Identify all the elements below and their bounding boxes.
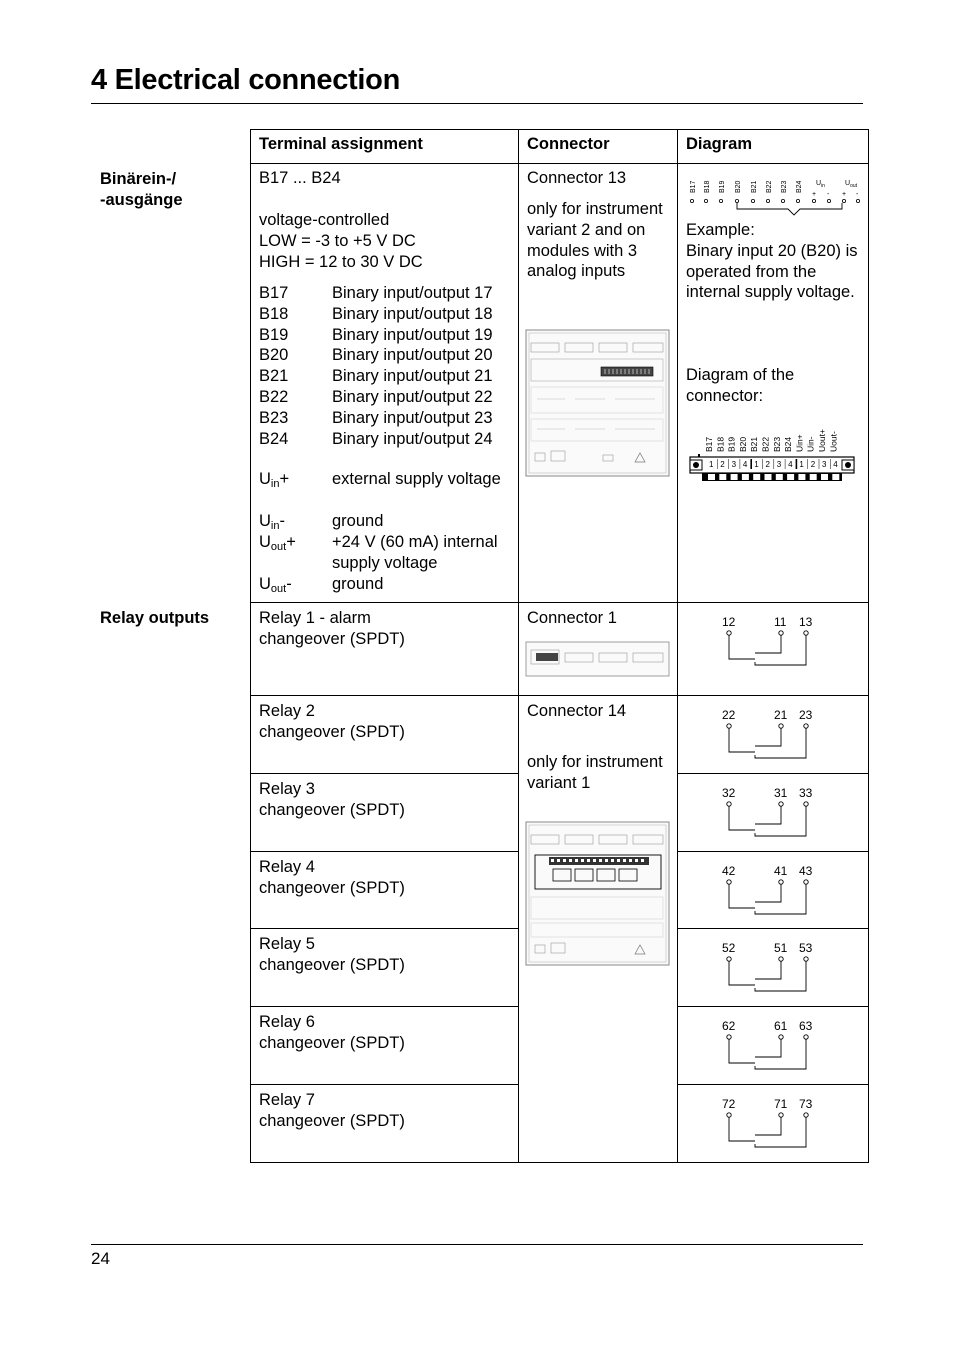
relay-pin [779,957,783,961]
binary-range: B17 ... B24 [259,169,341,187]
example-pin [812,199,815,202]
side-label-relay: Relay outputs [100,609,210,627]
plug-pin-number: 2 [765,460,770,469]
relay-name: Relay 4 [259,858,315,876]
relay-pin-label: 22 [722,708,736,722]
plug-pin-number: 3 [731,460,737,469]
terminal-description: external supply voltage [332,470,501,488]
relay-pin [727,1113,731,1117]
terminal-key: B23 [259,408,289,427]
example-pin [719,199,722,202]
relay-wire-nc [729,961,755,985]
relay-pin-label: 53 [799,941,813,955]
relay-pin-label: 63 [799,1019,813,1033]
relay-pin-label: 61 [774,1019,788,1033]
example-pin [796,199,799,202]
relay-pin-label: 23 [799,708,813,722]
relay-wire-common [755,728,781,746]
relay-pin [804,724,808,728]
example-label: B18 [704,180,711,193]
relay-pin-label: 72 [722,1097,736,1111]
example-polarity: + [842,191,847,198]
terminal-key: B17 [259,284,289,302]
terminal-key: $U_{in}-$ [259,512,285,532]
relay-changeover-diagram [715,1095,825,1170]
terminal-description: Binary input/output 20 [332,346,493,365]
example-pin [690,199,693,202]
terminal-key: B22 [259,388,289,406]
relay-type: changeover (SPDT) [259,1034,405,1052]
example-label: B23 [781,180,788,193]
example-pin [842,199,845,202]
relay-pin [779,1035,783,1039]
example-pin [781,199,784,202]
plug-screw-right [845,462,851,468]
relay-wire-common [755,806,781,824]
relay-pin-label: 73 [799,1097,813,1111]
relay-type: changeover (SPDT) [259,956,405,974]
binary-low-level: LOW = -3 to +5 V DC [259,232,416,250]
terminal-description: ground [332,512,384,530]
plug-pin-label: B17 [704,436,714,452]
relay-wire-nc [729,806,755,830]
relay-changeover-diagram [715,862,825,937]
terminal-description: Binary input/output 21 [332,367,493,386]
plug-body [690,457,854,473]
connector-diagram-caption: Diagram of the connector: [686,366,795,405]
terminal-description: Binary input/output 23 [332,408,493,427]
relay-pin-label: 62 [722,1019,736,1033]
relay-pin [727,1035,731,1039]
plug-pin-label: Uout+ [817,429,827,452]
example-pin [827,199,830,202]
terminal-key: B19 [259,325,289,344]
relay-name: Relay 6 [259,1013,315,1031]
relay-wire-nc [729,635,755,659]
terminal-description: Binary input/output 24 [332,429,493,448]
plug-pin-label: Uin- [805,436,816,452]
relay-pin-label: 71 [774,1097,788,1111]
relay-changeover-diagram [715,706,825,781]
relay-pin [804,1113,808,1117]
relay-wire-no [755,884,806,914]
relay-type: changeover (SPDT) [259,801,405,819]
terminal-description: ground [332,575,384,593]
page-number: 24 [91,1249,110,1268]
relay-pin-label: 13 [799,615,813,629]
terminal-key: B21 [259,367,289,386]
example-label: B24 [796,180,803,193]
device-rear-view-connector-13 [525,329,670,482]
plug-pin-label: B19 [726,436,737,452]
binary-example-text: Example: Binary input 20 (B20) is operated from the internal supply voltage. [686,221,858,302]
relay-pin-label: 12 [722,615,736,629]
plug-pin-number: 4 [742,460,748,469]
connector-1-name: Connector 1 [527,609,617,627]
relay-pin [779,880,783,884]
relay-wire-no [755,728,806,758]
plug-pin-number: 2 [810,460,816,469]
relay-wire-no [755,806,806,836]
example-pin [766,199,769,202]
relay-pin-label: 11 [774,615,787,629]
relay-type: changeover (SPDT) [259,630,405,648]
terminal-table [250,129,869,1163]
relay-wire-nc [729,728,755,752]
example-supply-label: $U_{in}$ [816,180,825,189]
plug-pin-label: B22 [760,436,771,452]
side-label-binary: Binärein-/ -ausgänge [100,170,183,209]
relay-wire-common [755,1039,781,1057]
relay-name: Relay 5 [259,935,315,953]
terminal-key: $U_{in}+$ [259,470,290,490]
relay-changeover-diagram [715,784,825,859]
relay-changeover-diagram [715,1017,825,1092]
terminal-description: Binary input/output 22 [332,388,493,406]
page-title: 4 Electrical connection [91,64,400,96]
relay-wire-common [755,635,781,653]
plug-pin-label: Uout- [828,431,839,452]
relay-wire-common [755,1117,781,1135]
terminal-key: B24 [259,429,289,448]
relay-pin [727,631,731,635]
example-pin [735,199,738,202]
example-label: B19 [719,180,726,193]
relay-name: Relay 2 [259,702,315,720]
plug-pin-label: B23 [771,436,782,452]
plug-pin-number: 4 [788,460,793,469]
relay-type: changeover (SPDT) [259,879,405,897]
example-label: B17 [690,180,697,193]
relay-wire-no [755,961,806,991]
plug-pin-number: 3 [776,460,782,469]
connector-13-note: only for instrument variant 2 and on modules with 3 analog inputs [527,200,663,281]
relay-wire-no [755,635,806,665]
relay-pin [779,724,783,728]
example-polarity: + [812,191,817,198]
example-polarity: - [827,191,830,198]
relay-pin [779,631,783,635]
relay-wire-nc [729,1117,755,1141]
relay-pin [727,880,731,884]
footer-rule [91,1244,863,1245]
relay-pin [727,957,731,961]
relay-pin [804,957,808,961]
binary-example-wiring [684,173,866,226]
terminal-description: Binary input/output 18 [332,304,493,323]
example-polarity: - [856,191,859,198]
plug-pin-label: B24 [783,436,794,452]
relay-wire-no [755,1039,806,1069]
relay-pin [804,1035,808,1039]
connector-14-note: only for instrument variant 1 [527,753,663,792]
relay-pin [779,802,783,806]
relay-type: changeover (SPDT) [259,723,405,741]
example-label: B20 [735,180,742,193]
plug-pin-label: B21 [749,436,760,452]
relay-pin [804,631,808,635]
relay-pin-label: 32 [722,786,736,800]
header-rule [91,103,863,104]
connector-13-name: Connector 13 [527,169,627,187]
relay-pin-label: 21 [774,708,788,722]
terminal-key: $U_{out}-$ [259,575,292,595]
relay-changeover-diagram [715,613,825,688]
plug-pin-number: 2 [720,460,725,469]
relay-wire-nc [729,1039,755,1063]
relay-pin-label: 43 [799,864,813,878]
example-label: B22 [766,180,773,193]
relay-type: changeover (SPDT) [259,1112,405,1130]
relay-pin [727,802,731,806]
relay-wire-common [755,961,781,979]
example-pin [856,199,859,202]
device-rear-view-connector-1 [525,641,670,682]
example-pin [704,199,707,202]
relay-pin-label: 41 [774,864,788,878]
relay-name: Relay 7 [259,1091,315,1109]
relay-pin-label: 33 [799,786,813,800]
terminal-key: B20 [259,346,289,365]
relay-pin [804,802,808,806]
relay-pin-label: 42 [722,864,736,878]
terminal-description: Binary input/output 19 [332,325,493,344]
header-terminal-assignment: Terminal assignment [259,135,423,153]
connector-13-plug-diagram [688,414,858,491]
relay-pin [779,1113,783,1117]
relay-pin-label: 52 [722,941,736,955]
relay-wire-nc [729,884,755,908]
plug-pin-label: B20 [737,436,748,452]
plug-pin-label: Uin+ [794,434,805,452]
relay-pin [804,880,808,884]
terminal-key: B18 [259,304,289,323]
plug-pin-number: 1 [754,460,759,469]
connector-14-name: Connector 14 [527,702,627,720]
plug-pin-label: B18 [715,436,726,452]
example-wire [737,203,842,215]
relay-pin-label: 31 [774,786,788,800]
terminal-description: +24 V (60 mA) internal supply voltage [332,533,498,572]
plug-screw-left [693,462,699,468]
header-connector: Connector [527,135,610,153]
plug-pin-number: 4 [833,460,838,469]
terminal-key: $U_{out}+$ [259,533,296,553]
header-diagram: Diagram [686,135,753,153]
relay-pin-label: 51 [774,941,788,955]
plug-pin-number: 1 [799,460,804,469]
binary-high-level: HIGH = 12 to 30 V DC [259,253,423,271]
relay-name: Relay 3 [259,780,315,798]
relay-wire-common [755,884,781,902]
relay-name: Relay 1 - alarm [259,609,371,627]
plug-pin-number: 3 [822,460,827,469]
binary-voltage-mode: voltage-controlled [259,211,390,229]
relay-changeover-diagram [715,939,825,1014]
example-supply-label: $U_{out}$ [845,180,858,189]
plug-pin-number: 1 [709,460,714,469]
relay-wire-no [755,1117,806,1147]
example-pin [751,199,754,202]
relay-pin [727,724,731,728]
terminal-description: Binary input/output 17 [332,284,493,302]
device-rear-view-connector-14 [525,821,670,971]
example-label: B21 [751,180,758,193]
